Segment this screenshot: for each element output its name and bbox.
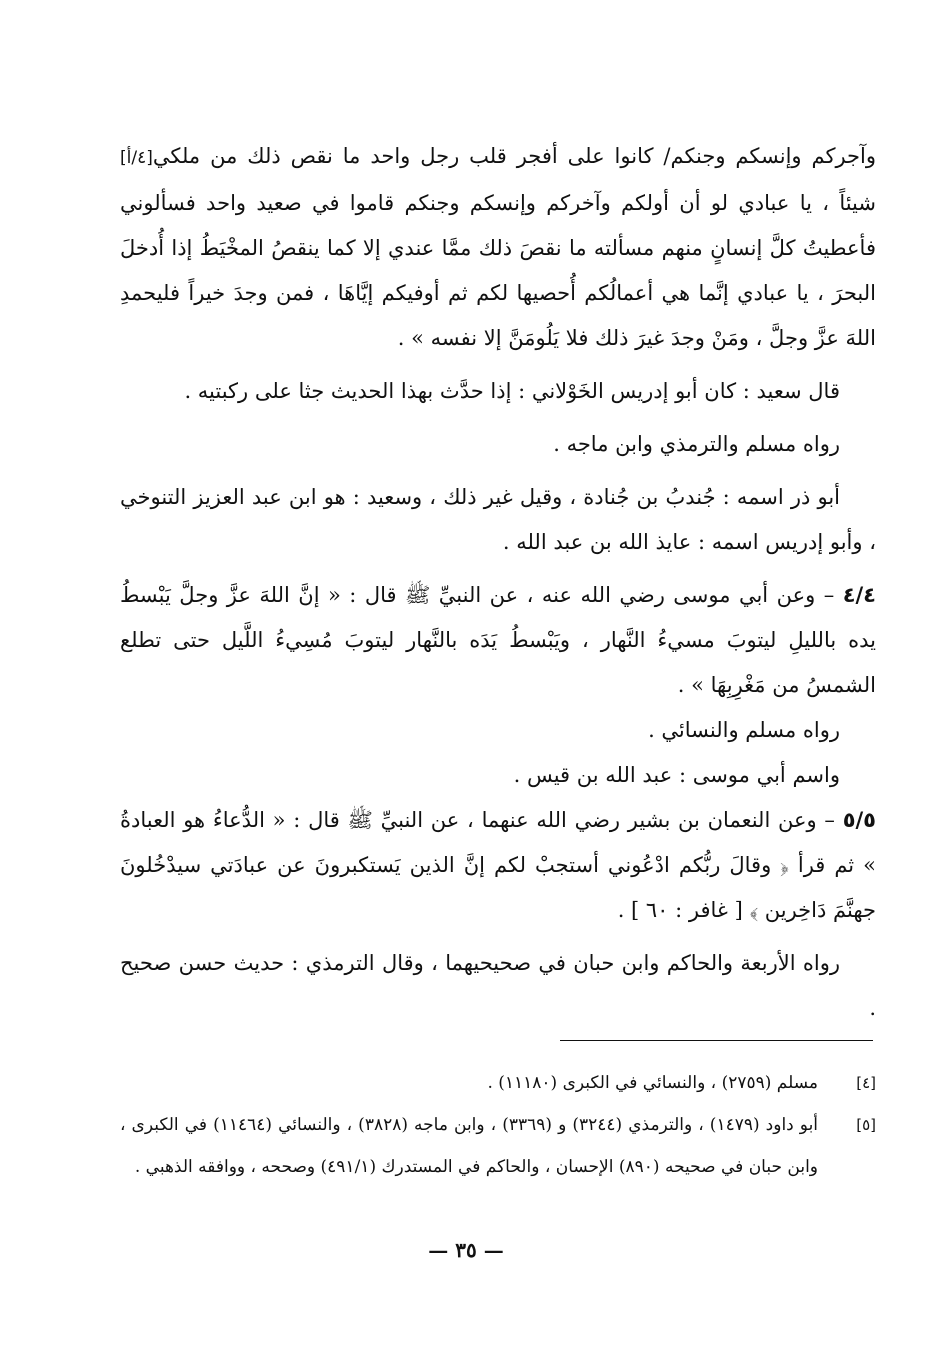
hadith-5-source: رواه الأربعة والحاكم وابن حبان في صحيحيهما ، وقال الترمذي : حديث حسن صحيح .	[120, 951, 876, 1020]
hadith-3-source: رواه مسلم والترمذي وابن ماجه .	[553, 432, 840, 456]
hadith-4-note: واسم أبي موسى : عبد الله بن قيس .	[513, 763, 840, 787]
page-number: — ٣٥ —	[428, 1238, 504, 1262]
hadith-4	[120, 573, 876, 708]
names-note: أبو ذر اسمه : جُندبُ بن جُنادة ، وقيل غير ذلك ، وسعيد : هو ابن عبد العزيز التنوخي ، وأبو إدريس اسمه : عايذ الله بن عبد الله .	[120, 485, 876, 554]
hadith-3-continuation	[120, 134, 876, 361]
hadith-text-continued: شيئاً ، يا عبادي لو أن أولكم وآخركم وإنسكم وجنكم قاموا في صعيد واحد فسألوني فأعطيتُ كلَّ إنسانٍ منهم مسألته ما نقصَ ذلك ممَّا عندي إلا كما ينقصُ المخْيَطُ إذا أُدخلَ البحرَ ، يا عبادي إنَّما هي أعمالُكم أُحصيها لكم ثم أوفيكم إيَّاهَا ، فمن وجدَ خيراً فليحمدِ اللهَ عزَّ وجلَّ ، ومَنْ وجدَ غيرَ ذلك فلا يَلُومَنَّ إلا نفسه » .	[120, 191, 876, 350]
hadith-number: ٤/٤	[842, 583, 876, 607]
hadith-text: – وعن النعمان بن بشير رضي الله عنهما ، عن النبيِّ ﷺ قال : « الدُّعاءُ هو العبادةُ » ثم قرأ ﴿ وقالَ ربُّكم ادْعُوني أستجبْ لكم إنَّ الذين يَستكبرونَ عن عبادَتي سيدْخُلونَ جهنَّمَ دَاخِرين ﴾ [ غافر : ٦٠ ] .	[120, 808, 876, 922]
hadith-number: ٥/٥	[842, 808, 876, 832]
footnote-marker: [٥]	[856, 1116, 876, 1134]
footnote	[120, 1104, 876, 1188]
hadith-4-source: رواه مسلم والنسائي .	[648, 718, 840, 742]
footnote-marker: [٤]	[856, 1074, 876, 1092]
footnote-separator	[560, 1040, 873, 1041]
footnote-text: أبو داود (١٤٧٩) ، والترمذي (٣٢٤٤) و (٣٣٦٩) ، وابن ماجه (٣٨٢٨) ، والنسائي (١١٤٦٤) في الكبرى ، وابن حبان في صحيحه (٨٩٠) الإحسان ، والحاكم في المستدرك (٤٩١/١) وصححه ، ووافقه الذهبي .	[120, 1115, 819, 1177]
narrator-note: قال سعيد : كان أبو إدريس الخَوْلاني : إذا حدَّث بهذا الحديث جثا على ركبتيه .	[184, 379, 840, 403]
main-text	[120, 134, 876, 1031]
footnote	[120, 1062, 876, 1104]
hadith-5	[120, 798, 876, 933]
footnote-text: مسلم (٢٧٥٩) ، والنسائي في الكبرى (١١١٨٠) .	[487, 1073, 818, 1093]
footnotes	[120, 1062, 876, 1188]
manuscript-folio-marker: [٤/أ]	[120, 148, 153, 168]
hadith-text: – وعن أبي موسى رضي الله عنه ، عن النبيِّ ﷺ قال : « إنَّ اللهَ عزَّ وجلَّ يَبْسطُ يده بالليلِ ليتوبَ مسيءُ النَّهار ، ويَبْسطُ يَدَه بالنَّهار ليتوبَ مُسِيءُ اللَّيل حتى تطلع الشمسُ من مَغْرِبِهَا » .	[120, 583, 876, 697]
hadith-text: وآجركم وإنسكم وجنكم/ كانوا على أفجر قلب رجل واحد ما نقص ذلك من ملكي	[152, 144, 876, 168]
